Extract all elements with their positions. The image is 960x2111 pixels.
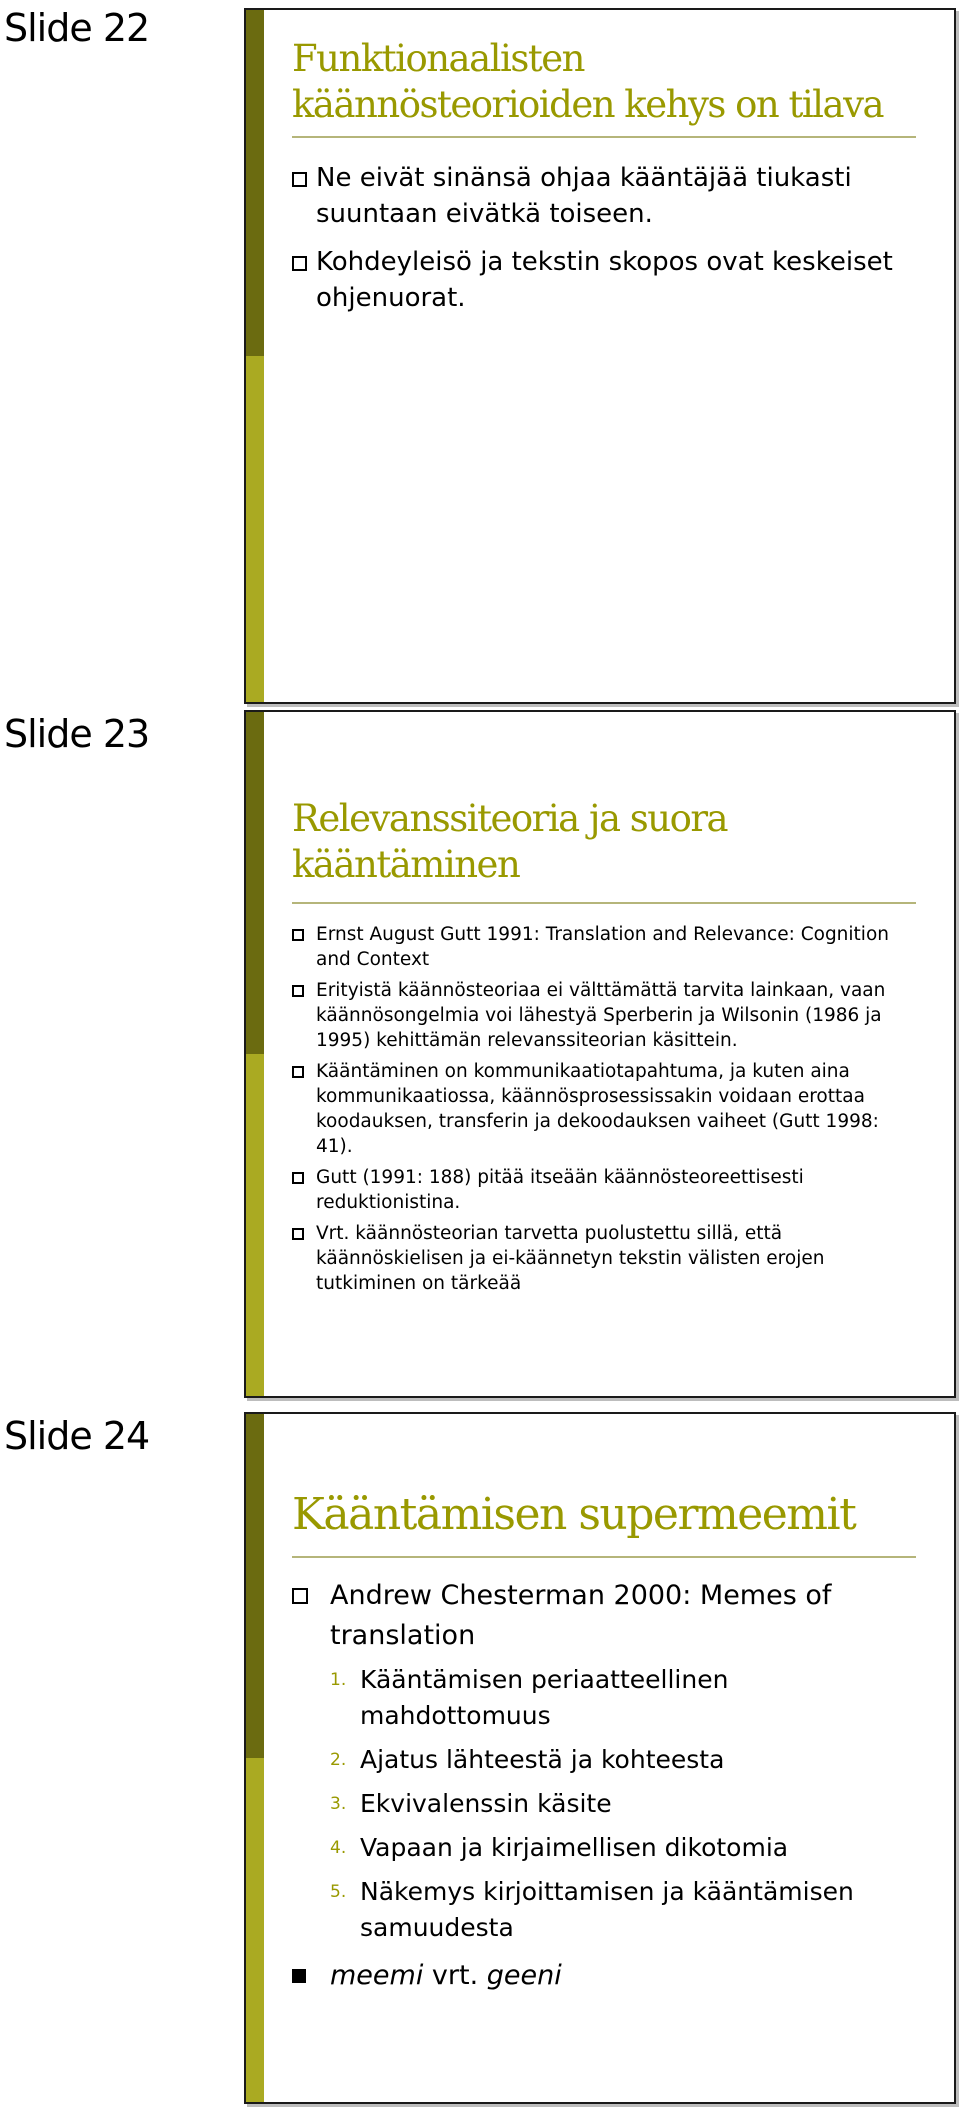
bullet-text: Ernst August Gutt 1991: Translation and Relevance: Cognition and Context: [316, 924, 889, 970]
hollow-square-bullet-icon: [292, 1066, 304, 1078]
hollow-square-bullet-icon: [292, 172, 307, 187]
bullet-item: [292, 1165, 910, 1215]
numbered-item: [330, 1830, 910, 1866]
bullet-item: [292, 1221, 910, 1296]
slide-title: Funktionaalisten käännösteorioiden kehys on tilava: [292, 37, 884, 126]
bullet-text: Kääntäminen on kommunikaatiotapahtuma, ja kuten aina kommunikaatiossa, käännösprosessissakin voidaan erottaa koodauksen, transferin ja dekoodauksen vaiheet (Gutt 1998: 41).: [316, 1061, 879, 1157]
item-number: 5.: [330, 1882, 347, 1902]
numbered-item: [330, 1742, 910, 1778]
bullet-text: Gutt (1991: 188) pitää itseään käännösteoreettisesti reduktionistina.: [316, 1167, 804, 1213]
bullet-text: Andrew Chesterman 2000: Memes of translation: [330, 1580, 832, 1651]
bullet-item: [292, 244, 910, 316]
hollow-square-bullet-icon: [292, 1172, 304, 1184]
bullet-item: [292, 160, 910, 232]
title-divider: [292, 1556, 916, 1558]
numbered-item: [330, 1662, 910, 1734]
slide-24: [244, 1412, 956, 2104]
hollow-square-bullet-icon: [292, 1588, 308, 1604]
slide-23: [244, 710, 956, 1398]
title-divider: [292, 902, 916, 904]
item-number: 1.: [330, 1670, 347, 1690]
item-number: 4.: [330, 1838, 347, 1858]
term-geeni: geeni: [486, 1960, 562, 1991]
hollow-square-bullet-icon: [292, 929, 304, 941]
bullet-item: [292, 978, 910, 1053]
bullet-text: Erityistä käännösteoriaa ei välttämättä tarvita lainkaan, vaan käännösongelmia voi lähestyä Sperberin ja Wilsonin (1986 ja 1995) kehittämän relevanssiteorian käsittein.: [316, 980, 886, 1051]
title-divider: [292, 136, 916, 138]
hollow-square-bullet-icon: [292, 256, 307, 271]
numbered-item: [330, 1874, 910, 1946]
bullet-item: [292, 1059, 910, 1159]
slide-22: [244, 8, 956, 704]
bullet-text: Vrt. käännösteorian tarvetta puolustettu sillä, että käännöskielisen ja ei-käännetyn tekstin välisten erojen tutkiminen on tärkeää: [316, 1223, 825, 1294]
numbered-item: [330, 1786, 910, 1822]
slide-label-23: Slide 23: [4, 712, 150, 756]
term-separator: vrt.: [423, 1960, 487, 1991]
slide-side-bar: [246, 1414, 264, 2102]
bullet-text: Kohdeyleisö ja tekstin skopos ovat keskeiset ohjenuorat.: [316, 247, 893, 313]
slide-label-24: Slide 24: [4, 1414, 150, 1458]
hollow-square-bullet-icon: [292, 985, 304, 997]
numbered-text: Kääntämisen periaatteellinen mahdottomuus: [360, 1665, 729, 1730]
hollow-square-bullet-icon: [292, 1228, 304, 1240]
bullet-text: Ne eivät sinänsä ohjaa kääntäjää tiukasti suuntaan eivätkä toiseen.: [316, 163, 852, 229]
filled-square-bullet-icon: [292, 1969, 306, 1983]
item-number: 2.: [330, 1750, 347, 1770]
numbered-text: Ekvivalenssin käsite: [360, 1789, 612, 1818]
bullet-item: [292, 1576, 910, 1656]
numbered-text: Näkemys kirjoittamisen ja kääntämisen samuudesta: [360, 1877, 854, 1942]
slide-title: Kääntämisen supermeemit: [292, 1489, 856, 1540]
bullet-item: [292, 922, 910, 972]
numbered-text: Vapaan ja kirjaimellisen dikotomia: [360, 1833, 789, 1862]
numbered-text: Ajatus lähteestä ja kohteesta: [360, 1745, 725, 1774]
slide-label-22: Slide 22: [4, 6, 150, 50]
slide-side-bar: [246, 10, 264, 702]
slide-side-bar: [246, 712, 264, 1396]
term-meemi: meemi: [330, 1960, 424, 1991]
item-number: 3.: [330, 1794, 347, 1814]
bullet-item: [292, 1956, 910, 1996]
slide-title: Relevanssiteoria ja suora kääntäminen: [292, 797, 728, 886]
